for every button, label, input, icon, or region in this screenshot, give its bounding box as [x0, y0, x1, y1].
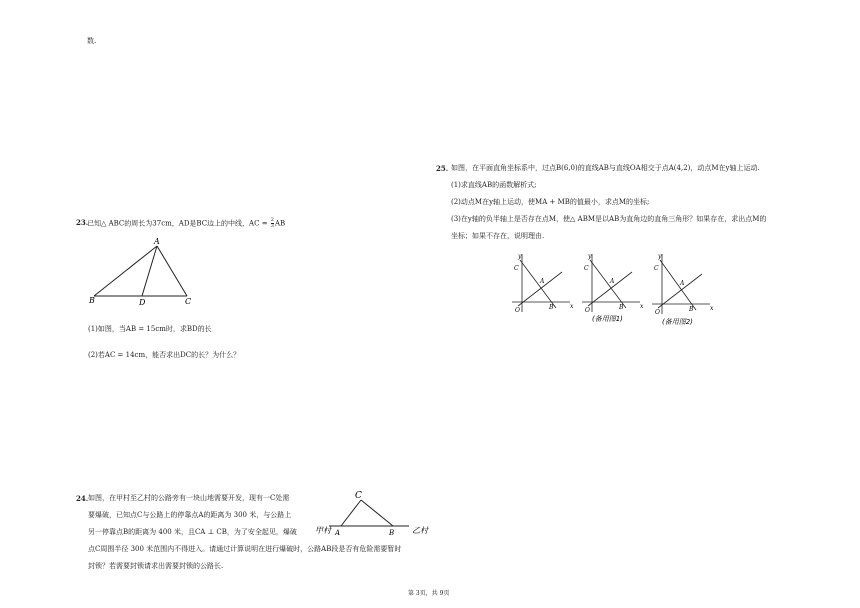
label-c: C — [584, 265, 589, 272]
q23-triangle-figure — [88, 238, 198, 308]
q24-line-4: 点C周围半径 300 米范围内不得进入。请通过计算说明在进行爆破时，公路AB段是否有危险需要暂时 — [88, 545, 402, 553]
label-a: A — [610, 278, 615, 285]
label-d: D — [139, 298, 146, 307]
q24-line-1: 如图，在甲村至乙村的公路旁有一块山地需要开发，现有一C处需 — [88, 494, 290, 502]
continued-text: 数. — [87, 37, 97, 45]
q25-backup-figure-1 — [580, 250, 646, 322]
q25-backup-figure-2 — [650, 250, 716, 326]
q23-stem-text: 已知△ ABC的周长为37cm，AD是BC边上的中线，AC = — [87, 219, 270, 228]
label-y: y — [588, 253, 592, 260]
q25-part3-line1: (3)在y轴的负半轴上是否存在点M，使△ ABM是以AB为直角边的直角三角形？如果存在，求出点M的 — [451, 215, 767, 223]
q23-stem — [87, 218, 285, 229]
line-ab — [520, 260, 556, 308]
label-yi-village: 乙村 — [412, 526, 428, 535]
label-y: y — [518, 253, 522, 260]
frac-denominator: 3 — [270, 223, 274, 229]
frac-numerator: 2 — [270, 217, 274, 223]
label-b: B — [389, 529, 395, 537]
page-footer: 第 3页，共 9页 — [408, 590, 450, 597]
q23-fraction — [271, 218, 274, 229]
q24-road-figure — [315, 488, 435, 540]
label-x: x — [640, 303, 644, 310]
label-y: y — [658, 253, 662, 260]
label-c: C — [654, 265, 659, 272]
label-a: A — [154, 237, 160, 246]
q24-line-5: 封锁？若需要封锁请求出需要封锁的公路长. — [88, 562, 224, 570]
median-ad — [142, 246, 157, 296]
label-c: C — [355, 491, 362, 501]
label-b: B — [619, 304, 624, 311]
label-o: O — [655, 309, 660, 316]
label-b: B — [689, 306, 694, 313]
label-b: B — [549, 304, 554, 311]
q24-line-3: 另一停靠点B的距离为 400 米，且CA ⊥ CB，为了安全起见，爆破 — [88, 528, 297, 536]
line-ab — [590, 260, 626, 308]
q23-part1: (1)如图，当AB = 15cm时，求BD的长 — [88, 325, 212, 333]
q25-main-figure — [510, 250, 576, 322]
label-o: O — [585, 307, 590, 314]
label-c: C — [185, 297, 192, 306]
segment-ca — [341, 500, 361, 526]
label-a: A — [540, 278, 545, 285]
label-a: A — [335, 529, 341, 537]
q25-part3-line2: 坐标；如果不存在，说明理由. — [451, 232, 545, 240]
q23-stem-tail: AB — [274, 219, 286, 228]
label-jia-village: 甲村 — [315, 526, 331, 535]
q24-line-2: 要爆破，已知点C与公路上的停靠点A的距离为 300 米，与公路上 — [88, 511, 292, 519]
label-a: A — [680, 280, 685, 287]
q25-part2: (2)动点M在y轴上运动，使MA + MB的值最小，求点M的坐标; — [451, 198, 650, 206]
caption-backup-2: (备用图2) — [662, 318, 693, 326]
q24-number: 24. — [76, 494, 89, 503]
q25-stem: 如图，在平面直角坐标系中，过点B(6,0)的直线AB与直线OA相交于点A(4,2)，动点M在y轴上运动. — [451, 164, 760, 172]
q23-number: 23. — [76, 218, 89, 227]
side-ab — [94, 246, 157, 296]
caption-backup-1: (备用图1) — [592, 315, 623, 323]
label-c: C — [514, 265, 519, 272]
label-x: x — [570, 303, 574, 310]
side-ac — [157, 246, 187, 296]
label-b: B — [89, 296, 95, 305]
segment-cb — [361, 500, 393, 526]
q25-part1: (1)求直线AB的函数解析式; — [451, 181, 537, 189]
label-x: x — [710, 305, 714, 312]
label-o: O — [515, 307, 520, 314]
q23-part2: (2)若AC = 14cm，能否求出DC的长？为什么？ — [88, 351, 241, 359]
q25-number: 25. — [436, 164, 449, 173]
